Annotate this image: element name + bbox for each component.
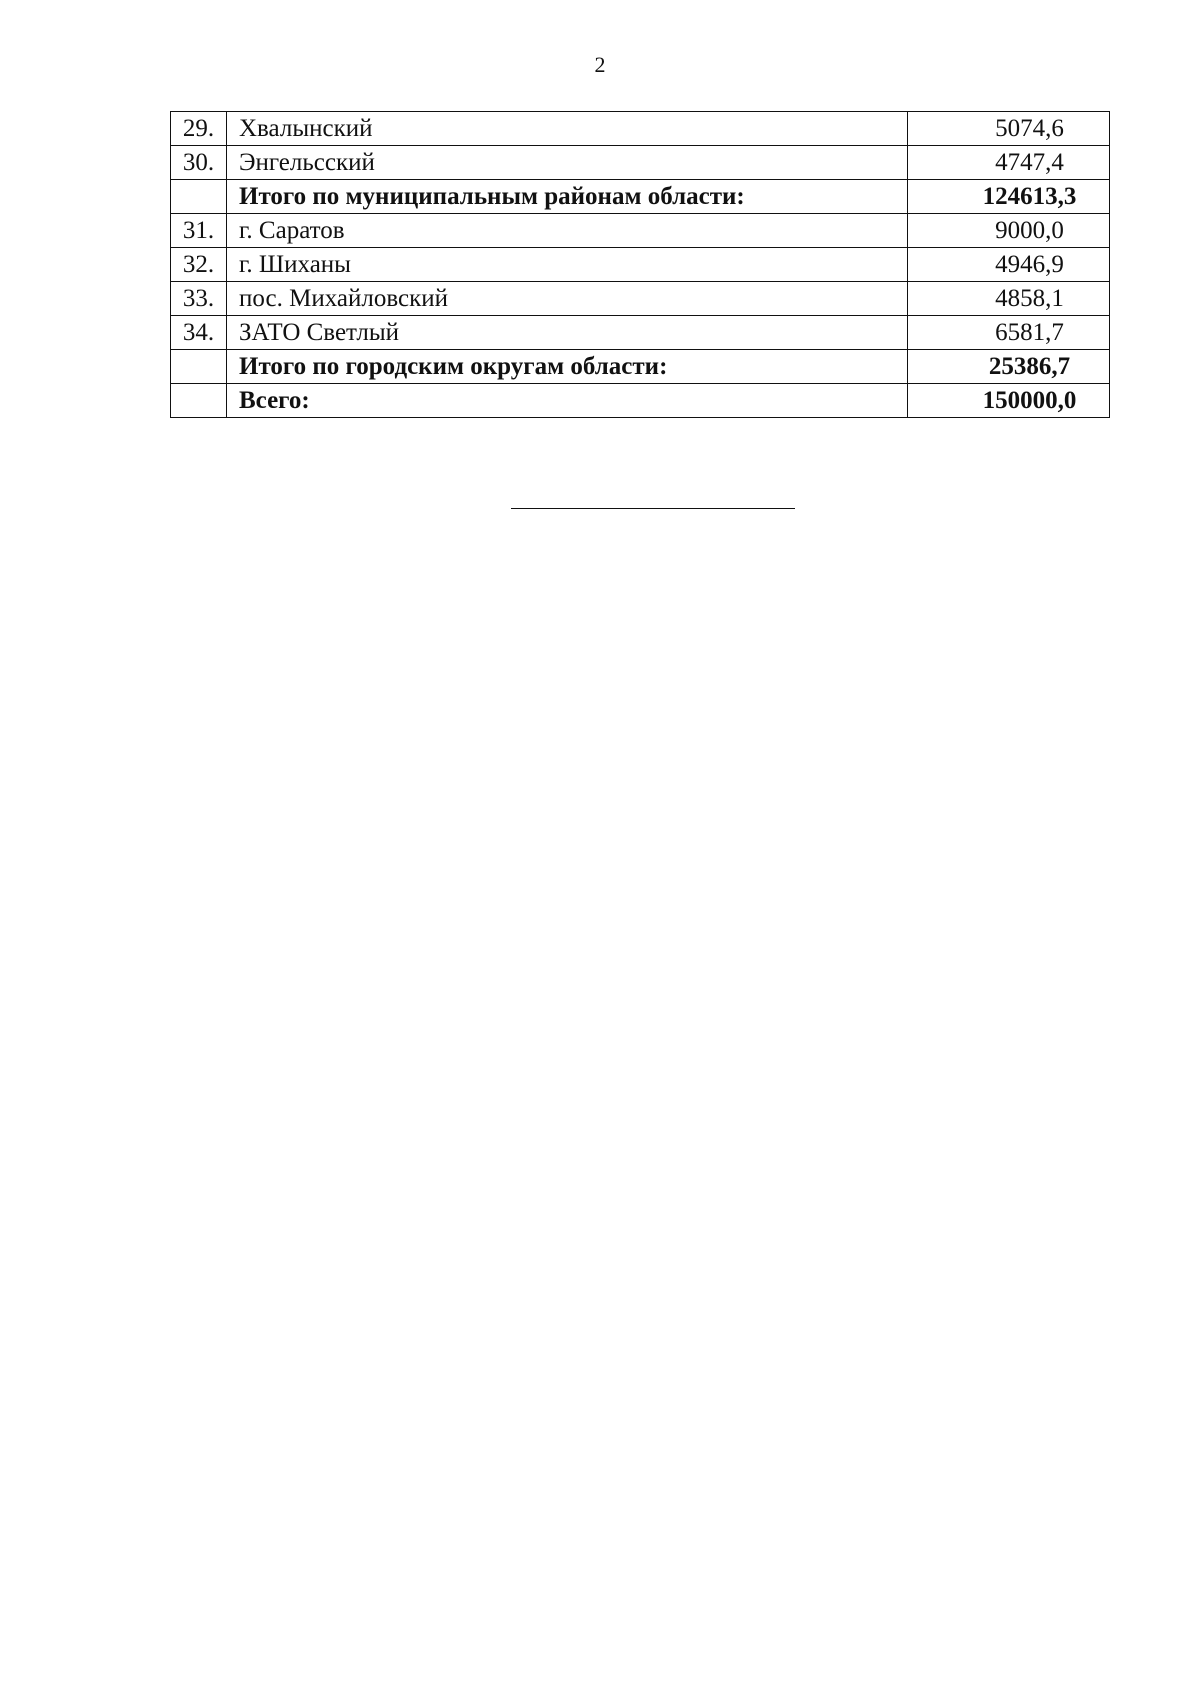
row-value: 124613,3 [908, 180, 1110, 214]
row-name: пос. Михайловский [227, 282, 908, 316]
row-number: 32. [171, 248, 227, 282]
total-row [171, 384, 1110, 418]
end-of-document-line [511, 508, 795, 509]
row-value: 4747,4 [908, 146, 1110, 180]
row-value: 5074,6 [908, 112, 1110, 146]
row-value: 25386,7 [908, 350, 1110, 384]
row-name: Итого по городским округам области: [227, 350, 908, 384]
row-number [171, 180, 227, 214]
row-number: 30. [171, 146, 227, 180]
row-number: 29. [171, 112, 227, 146]
table-row [171, 316, 1110, 350]
allocation-table [170, 111, 1110, 418]
row-name: г. Саратов [227, 214, 908, 248]
subtotal-row-city-districts [171, 350, 1110, 384]
row-name: Итого по муниципальным районам области: [227, 180, 908, 214]
row-value: 4946,9 [908, 248, 1110, 282]
table-row [171, 214, 1110, 248]
row-number: 31. [171, 214, 227, 248]
subtotal-row-districts [171, 180, 1110, 214]
row-value: 4858,1 [908, 282, 1110, 316]
row-number [171, 350, 227, 384]
row-name: Хвалынский [227, 112, 908, 146]
row-value: 6581,7 [908, 316, 1110, 350]
page-number: 2 [594, 52, 606, 77]
table-row [171, 282, 1110, 316]
table-row [171, 248, 1110, 282]
row-number: 33. [171, 282, 227, 316]
row-value: 150000,0 [908, 384, 1110, 418]
row-value: 9000,0 [908, 214, 1110, 248]
row-name: г. Шиханы [227, 248, 908, 282]
table-row [171, 112, 1110, 146]
row-name: Всего: [227, 384, 908, 418]
row-name: ЗАТО Светлый [227, 316, 908, 350]
row-number [171, 384, 227, 418]
table-row [171, 146, 1110, 180]
row-name: Энгельсский [227, 146, 908, 180]
row-number: 34. [171, 316, 227, 350]
